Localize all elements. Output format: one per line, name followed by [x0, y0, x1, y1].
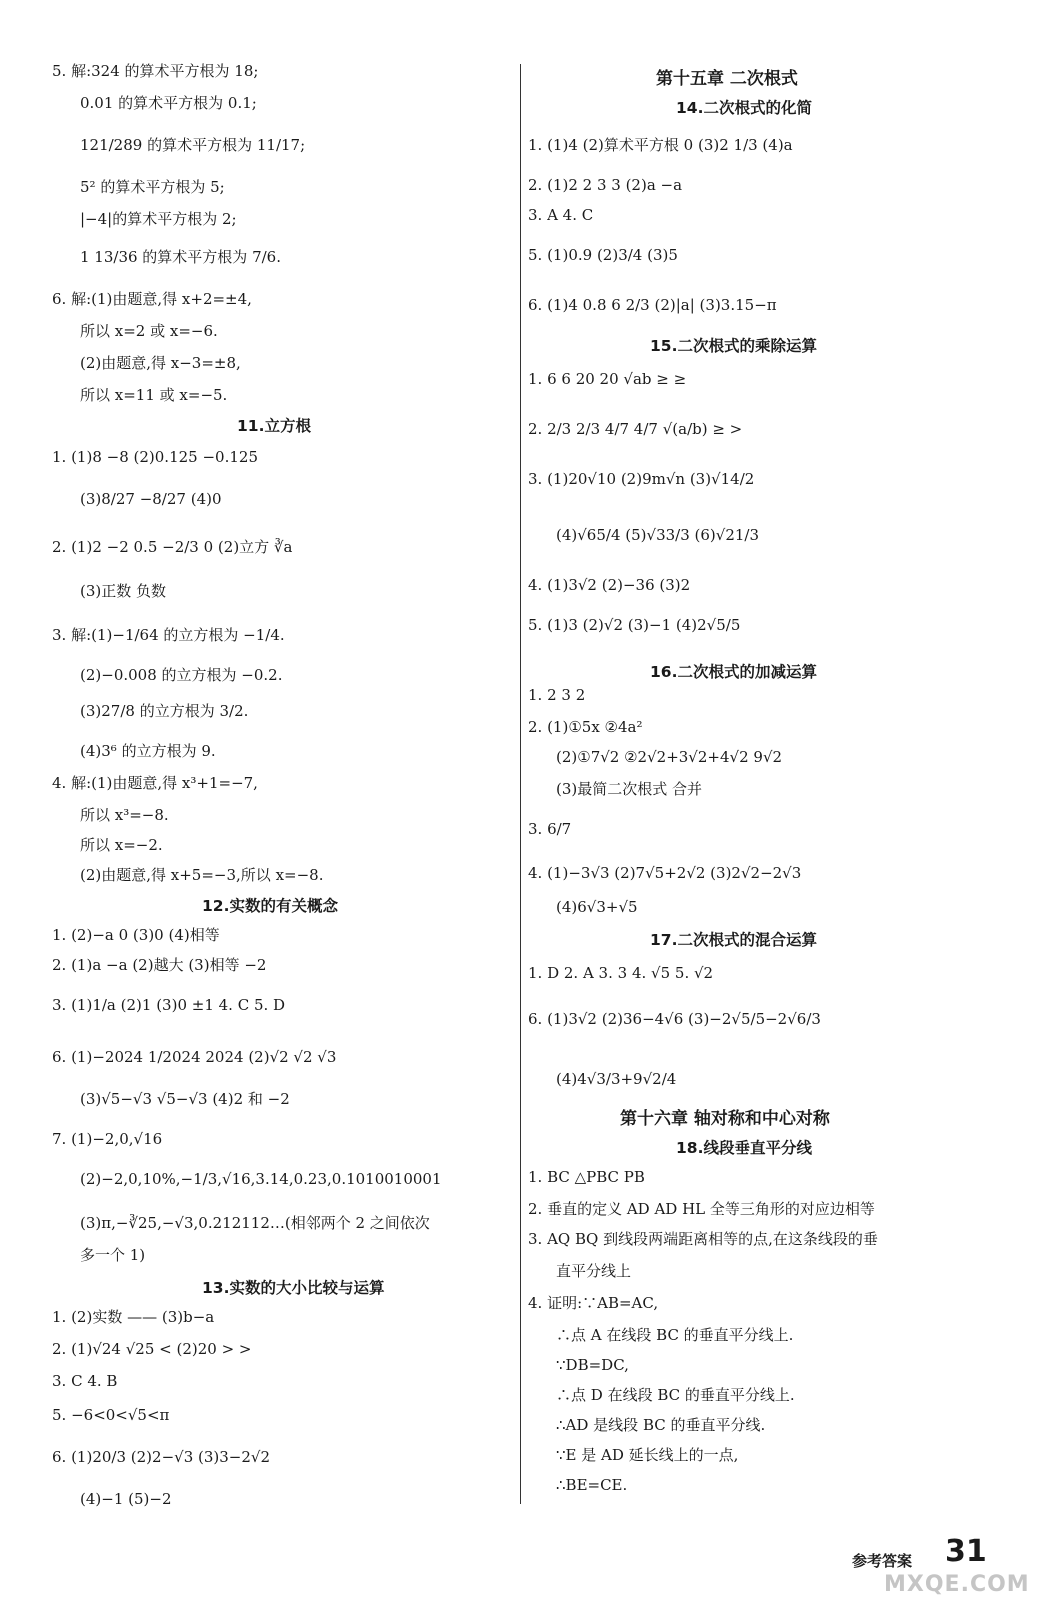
footer-label: 参考答案: [852, 1552, 913, 1570]
answer-line: 5. (1)3 (2)√2 (3)−1 (4)2√5/5: [528, 616, 741, 634]
section-title: 12.实数的有关概念: [202, 897, 338, 915]
section-title: 17.二次根式的混合运算: [650, 931, 817, 949]
answer-line: (3)π,−∛25,−√3,0.212112…(相邻两个 2 之间依次: [80, 1214, 430, 1232]
answer-line: 5. (1)0.9 (2)3/4 (3)5: [528, 246, 678, 264]
answer-line: 直平分线上: [556, 1262, 632, 1280]
answer-line: 3. 6/7: [528, 820, 572, 838]
answer-line: 1. 2 3 2: [528, 686, 586, 704]
answer-line: 2. (1)2 −2 0.5 −2/3 0 (2)立方 ∛a: [52, 538, 293, 556]
answer-line: 1. (1)4 (2)算术平方根 0 (3)2 1/3 (4)a: [528, 136, 793, 154]
answer-line: (2)由题意,得 x−3=±8,: [80, 354, 241, 372]
answer-line: 3. (1)20√10 (2)9m√n (3)√14/2: [528, 470, 755, 488]
answer-line: ∴点 A 在线段 BC 的垂直平分线上.: [556, 1326, 794, 1344]
answer-line: 所以 x=−2.: [80, 836, 163, 854]
answer-line: (4)6√3+√5: [556, 898, 638, 916]
answer-line: 5. 解:324 的算术平方根为 18;: [52, 62, 259, 80]
chapter-title: 第十六章 轴对称和中心对称: [620, 1109, 830, 1129]
answer-line: 5² 的算术平方根为 5;: [80, 178, 225, 196]
answer-line: ∴AD 是线段 BC 的垂直平分线.: [556, 1416, 766, 1434]
answer-line: 3. A 4. C: [528, 206, 594, 224]
answer-line: (2)−0.008 的立方根为 −0.2.: [80, 666, 283, 684]
answer-line: ∵E 是 AD 延长线上的一点,: [556, 1446, 739, 1464]
answer-line: 1. D 2. A 3. 3 4. √5 5. √2: [528, 964, 714, 982]
answer-line: 1. 6 6 20 20 √ab ≥ ≥: [528, 370, 687, 388]
answer-line: 6. (1)4 0.8 6 2/3 (2)|a| (3)3.15−π: [528, 296, 777, 314]
answer-line: (2)−2,0,10%,−1/3,√16,3.14,0.23,0.1010010001: [80, 1170, 442, 1188]
answer-line: 3. 解:(1)−1/64 的立方根为 −1/4.: [52, 626, 285, 644]
answer-line: ∴点 D 在线段 BC 的垂直平分线上.: [556, 1386, 795, 1404]
answer-line: (4)√65/4 (5)√33/3 (6)√21/3: [556, 526, 760, 544]
answer-line: (2)由题意,得 x+5=−3,所以 x=−8.: [80, 866, 324, 884]
answer-line: 3. (1)1/a (2)1 (3)0 ±1 4. C 5. D: [52, 996, 286, 1014]
answer-line: (4)3⁶ 的立方根为 9.: [80, 742, 216, 760]
answer-line: 2. (1)√24 √25 < (2)20 > >: [52, 1340, 252, 1358]
answer-line: (3)8/27 −8/27 (4)0: [80, 490, 222, 508]
answer-line: (3)27/8 的立方根为 3/2.: [80, 702, 249, 720]
answer-line: 0.01 的算术平方根为 0.1;: [80, 94, 257, 112]
answer-line: ∴BE=CE.: [556, 1476, 628, 1494]
answer-line: 3. AQ BQ 到线段两端距离相等的点,在这条线段的垂: [528, 1230, 878, 1248]
answer-line: 5. −6<0<√5<π: [52, 1406, 170, 1424]
answer-line: 7. (1)−2,0,√16: [52, 1130, 163, 1148]
answer-line: 2. (1)2 2 3 3 (2)a −a: [528, 176, 683, 194]
answer-line: 2. (1)a −a (2)越大 (3)相等 −2: [52, 956, 267, 974]
answer-line: 2. 2/3 2/3 4/7 4/7 √(a/b) ≥ >: [528, 420, 743, 438]
answer-line: |−4|的算术平方根为 2;: [80, 210, 237, 228]
answer-line: 1. (2)实数 —— (3)b−a: [52, 1308, 215, 1326]
answer-line: 所以 x=2 或 x=−6.: [80, 322, 218, 340]
section-title: 11.立方根: [237, 417, 311, 435]
section-title: 16.二次根式的加减运算: [650, 663, 817, 681]
answer-line: 3. C 4. B: [52, 1372, 118, 1390]
answer-line: 所以 x=11 或 x=−5.: [80, 386, 228, 404]
page-number: 31: [945, 1534, 987, 1569]
answer-line: (2)①7√2 ②2√2+3√2+4√2 9√2: [556, 748, 783, 766]
answer-line: (3)正数 负数: [80, 582, 167, 600]
answer-line: (3)√5−√3 √5−√3 (4)2 和 −2: [80, 1090, 290, 1108]
answer-line: (4)−1 (5)−2: [80, 1490, 172, 1508]
watermark: MXQE.COM: [884, 1572, 1030, 1597]
answer-line: 4. (1)−3√3 (2)7√5+2√2 (3)2√2−2√3: [528, 864, 802, 882]
answer-line: 4. 证明:∵AB=AC,: [528, 1294, 659, 1312]
answer-line: 所以 x³=−8.: [80, 806, 169, 824]
chapter-title: 第十五章 二次根式: [656, 69, 798, 89]
answer-line: 1. (2)−a 0 (3)0 (4)相等: [52, 926, 220, 944]
answer-line: 6. 解:(1)由题意,得 x+2=±4,: [52, 290, 252, 308]
answer-line: ∵DB=DC,: [556, 1356, 629, 1374]
answer-line: 6. (1)3√2 (2)36−4√6 (3)−2√5/5−2√6/3: [528, 1010, 821, 1028]
answer-line: 多一个 1): [80, 1246, 146, 1264]
answer-line: 1 13/36 的算术平方根为 7/6.: [80, 248, 281, 266]
answer-line: (4)4√3/3+9√2/4: [556, 1070, 677, 1088]
answer-line: 2. (1)①5x ②4a²: [528, 718, 643, 736]
section-title: 14.二次根式的化简: [676, 99, 812, 117]
section-title: 15.二次根式的乘除运算: [650, 337, 817, 355]
answer-line: 2. 垂直的定义 AD AD HL 全等三角形的对应边相等: [528, 1200, 875, 1218]
column-divider: [520, 64, 521, 1504]
answer-line: 4. (1)3√2 (2)−36 (3)2: [528, 576, 691, 594]
answer-line: 1. (1)8 −8 (2)0.125 −0.125: [52, 448, 258, 466]
answer-line: 6. (1)20/3 (2)2−√3 (3)3−2√2: [52, 1448, 271, 1466]
answer-line: 121/289 的算术平方根为 11/17;: [80, 136, 306, 154]
answer-line: 1. BC △PBC PB: [528, 1168, 645, 1186]
answer-line: (3)最简二次根式 合并: [556, 780, 703, 798]
section-title: 13.实数的大小比较与运算: [202, 1279, 385, 1297]
answer-line: 4. 解:(1)由题意,得 x³+1=−7,: [52, 774, 258, 792]
section-title: 18.线段垂直平分线: [676, 1139, 812, 1157]
answer-line: 6. (1)−2024 1/2024 2024 (2)√2 √2 √3: [52, 1048, 337, 1066]
